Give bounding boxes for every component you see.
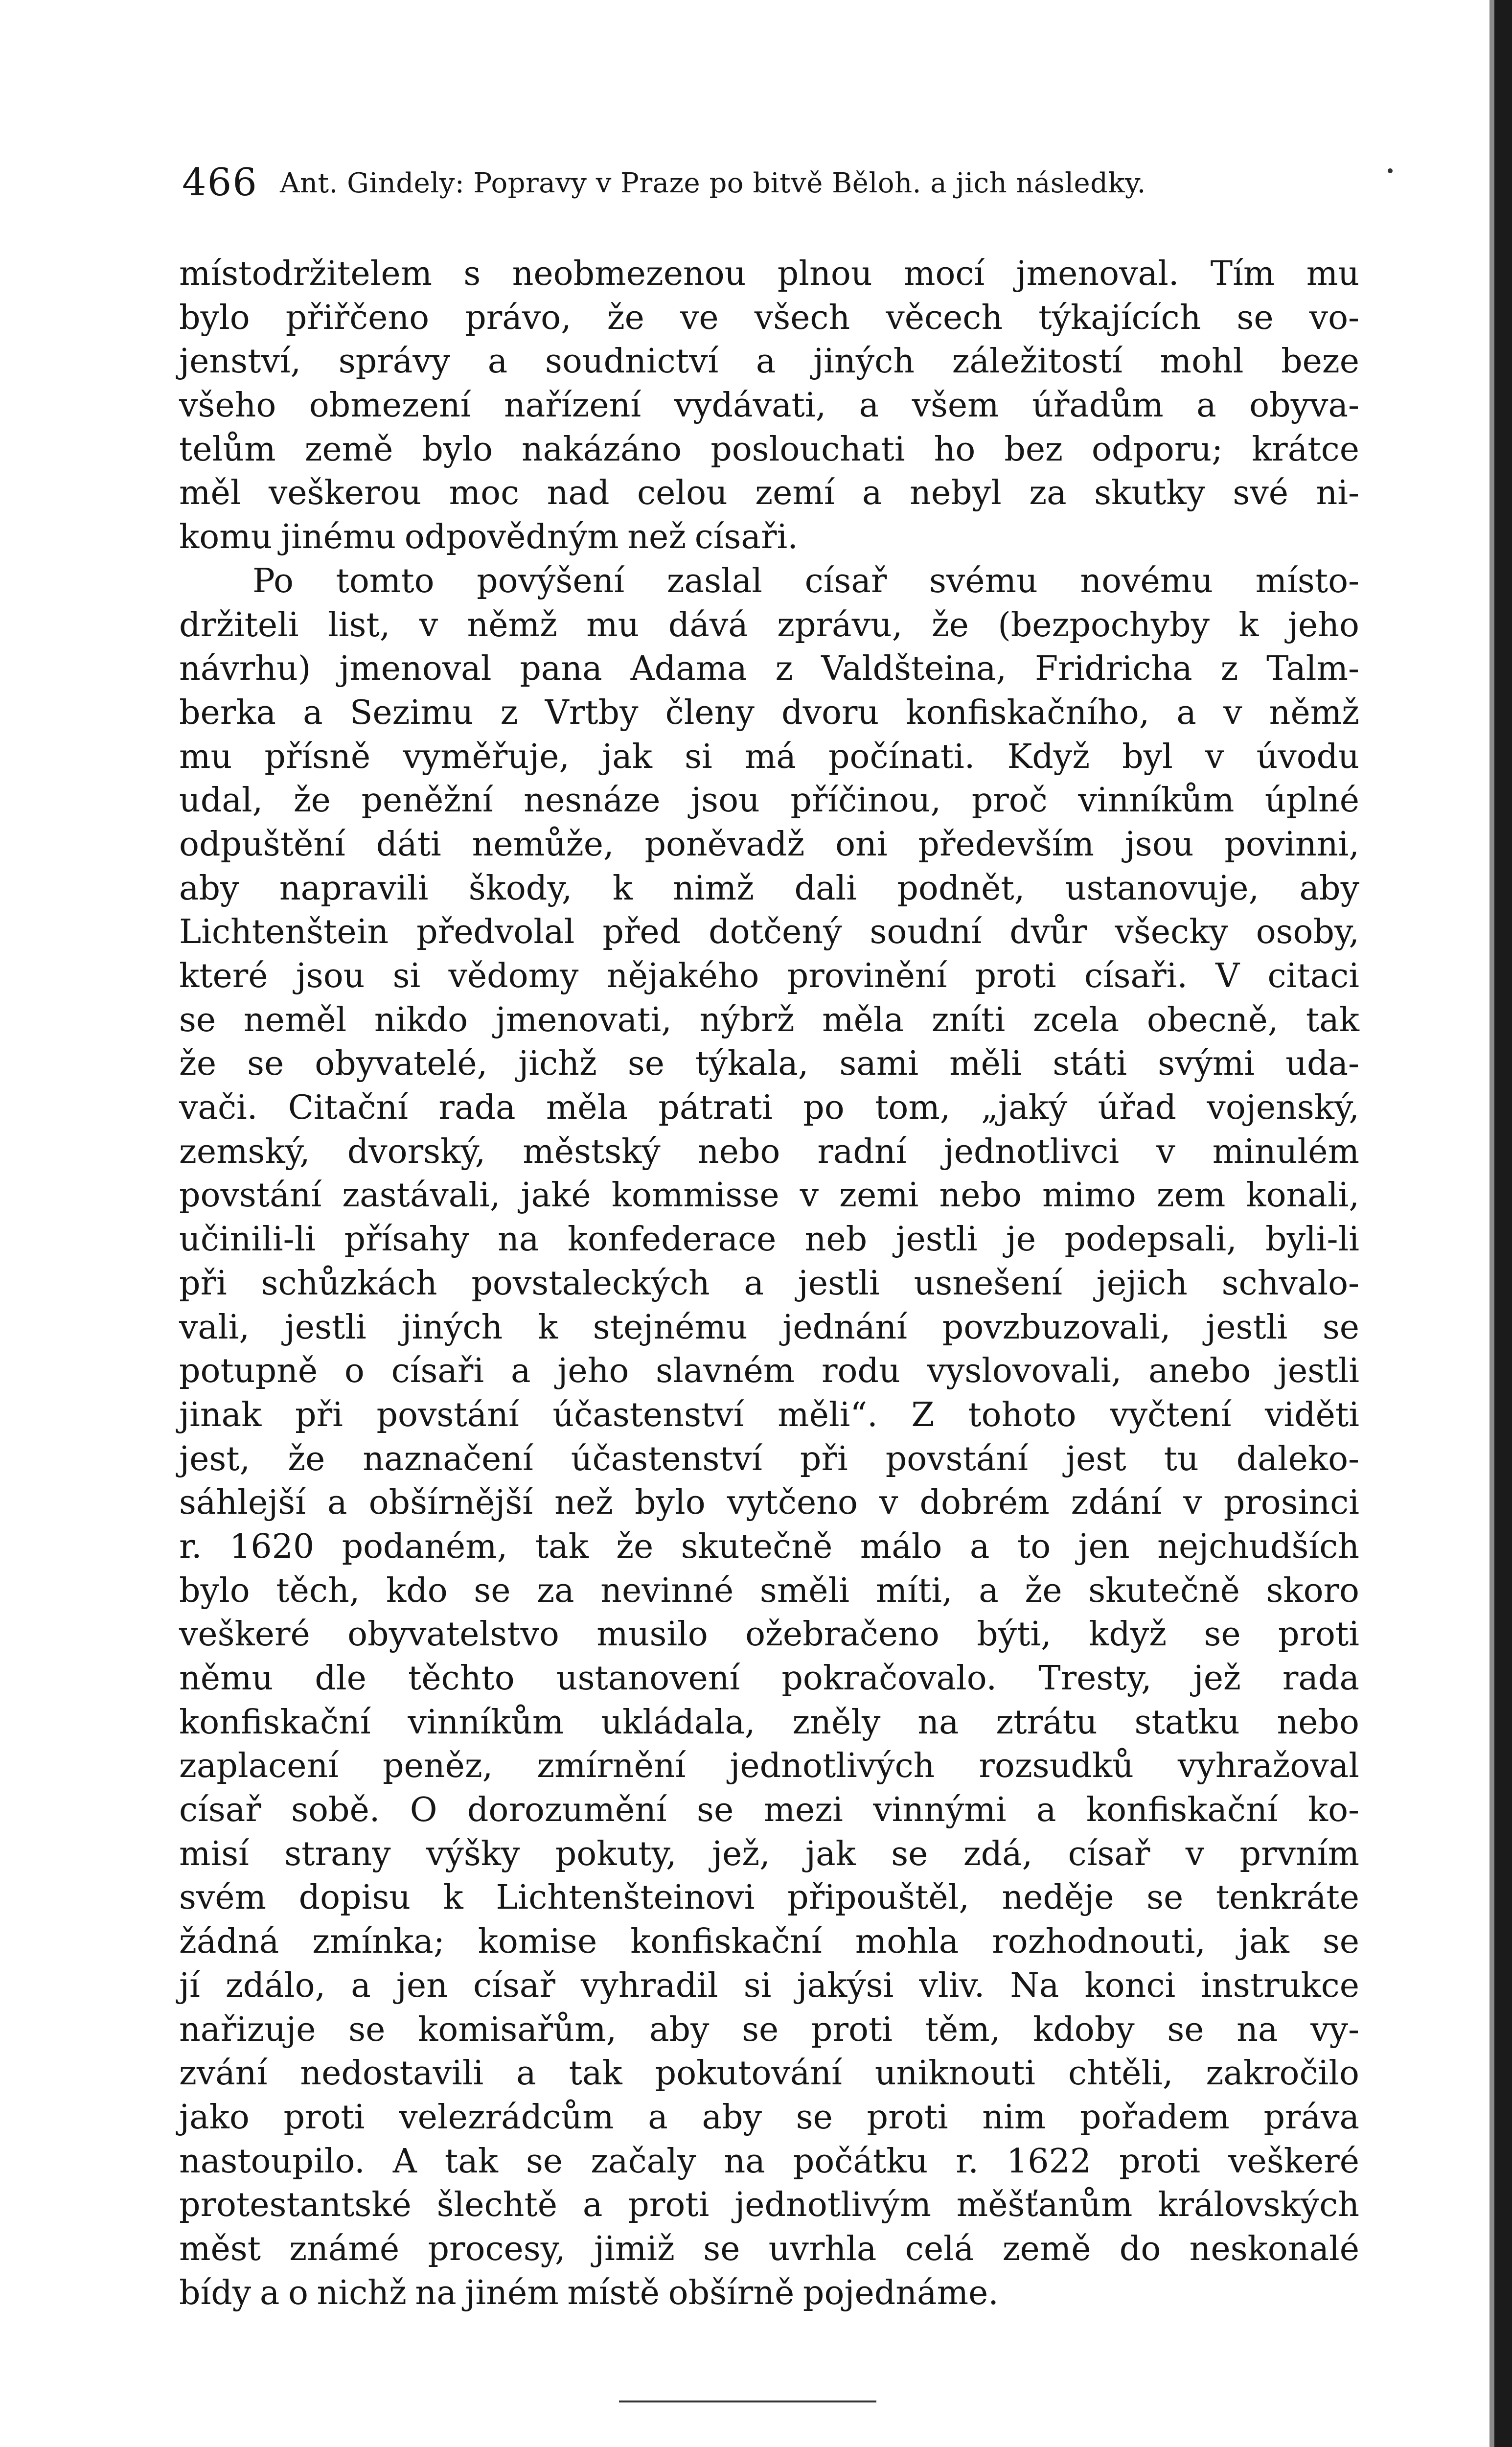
- text-line: jest, že naznačení účastenství při povstání jest tu daleko-: [179, 1439, 1359, 1478]
- text-line: komu jinému odpovědným než císaři.: [179, 518, 798, 557]
- text-line: bylo těch, kdo se za nevinné směli míti, a že skutečně skoro: [179, 1571, 1359, 1610]
- text-line: svém dopisu k Lichtenšteinovi připouštěl, neděje se tenkráte: [179, 1878, 1359, 1917]
- text-line: němu dle těchto ustanovení pokračovalo. Tresty, jež rada: [179, 1659, 1359, 1698]
- text-line: držiteli list, v němž mu dává zprávu, že (bezpochyby k jeho: [179, 605, 1359, 645]
- text-line: telům země bylo nakázáno poslouchati ho bez odporu; krátce: [179, 430, 1359, 469]
- text-line: Lichtenštein předvolal před dotčený soudní dvůr všecky osoby,: [179, 913, 1359, 952]
- text-line: při schůzkách povstaleckých a jestli usnešení jejich schvalo-: [179, 1264, 1359, 1303]
- text-line: sáhlejší a obšírnější než bylo vytčeno v dobrém zdání v prosinci: [179, 1483, 1359, 1523]
- text-line: žádná zmínka; komise konfiskační mohla rozhodnouti, jak se: [179, 1922, 1359, 1962]
- body-text: [179, 252, 1359, 2315]
- text-line: nastoupilo. A tak se začaly na počátku r. 1622 proti veškeré: [179, 2142, 1359, 2181]
- text-line: konfiskační vinníkům ukládala, zněly na ztrátu statku nebo: [179, 1703, 1359, 1742]
- page-edge-shadow: [1494, 0, 1512, 2447]
- text-line: r. 1620 podaném, tak že skutečně málo a to jen nejchudších: [179, 1527, 1359, 1566]
- text-line: berka a Sezimu z Vrtby členy dvoru konfiskačního, a v němž: [179, 693, 1359, 732]
- text-line: císař sobě. O dorozumění se mezi vinnými a konfiskační ko-: [179, 1791, 1359, 1830]
- text-line: bylo přiřčeno právo, že ve všech věcech týkajících se vo-: [179, 298, 1359, 337]
- text-line: měl veškerou moc nad celou zemí a nebyl za skutky své ni-: [179, 474, 1359, 513]
- text-line: jinak při povstání účastenství měli“. Z tohoto vyčtení viděti: [179, 1395, 1359, 1434]
- text-line: potupně o císaři a jeho slavném rodu vyslovovali, anebo jestli: [179, 1352, 1359, 1391]
- text-line: že se obyvatelé, jichž se týkala, sami měli státi svými uda-: [179, 1044, 1359, 1084]
- text-line: veškeré obyvatelstvo musilo ožebračeno býti, když se proti: [179, 1615, 1359, 1654]
- page-number: 466: [182, 161, 258, 205]
- text-line: misí strany výšky pokuty, jež, jak se zdá, císař v prvním: [179, 1834, 1359, 1873]
- text-line: nařizuje se komisařům, aby se proti těm, kdoby se na vy-: [179, 2010, 1359, 2049]
- text-line: návrhu) jmenoval pana Adama z Valdšteina, Fridricha z Talm-: [179, 649, 1359, 689]
- running-header: [182, 157, 1356, 210]
- text-line: zemský, dvorský, městský nebo radní jednotlivci v minulém: [179, 1132, 1359, 1171]
- text-line: vači. Citační rada měla pátrati po tom, „jaký úřad vojenský,: [179, 1088, 1359, 1128]
- text-line: povstání zastávali, jaké kommisse v zemi nebo mimo zem konali,: [179, 1176, 1359, 1215]
- text-line: vali, jestli jiných k stejnému jednání povzbuzovali, jestli se: [179, 1308, 1359, 1347]
- text-line: protestantské šlechtě a proti jednotlivým měšťanům královských: [179, 2186, 1359, 2225]
- text-line: místodržitelem s neobmezenou plnou mocí jmenoval. Tím mu: [179, 254, 1359, 293]
- text-line: mu přísně vyměřuje, jak si má počínati. Když byl v úvodu: [179, 737, 1359, 776]
- print-speck: [1388, 168, 1393, 173]
- text-line: jenství, správy a soudnictví a jiných záležitostí mohl beze: [179, 342, 1359, 381]
- text-line: zaplacení peněz, zmírnění jednotlivých rozsudků vyhražoval: [179, 1747, 1359, 1786]
- text-line: jako proti velezrádcům a aby se proti nim pořadem práva: [179, 2098, 1359, 2137]
- text-line: odpuštění dáti nemůže, poněvadž oni především jsou povinni,: [179, 825, 1359, 864]
- text-line: Po tomto povýšení zaslal císař svému novému místo-: [252, 561, 1359, 600]
- text-line: které jsou si vědomy nějakého provinění proti císaři. V citaci: [179, 957, 1359, 995]
- header-title: Ant. Gindely: Popravy v Praze po bitvě Běloh. a jich následky.: [280, 167, 1146, 199]
- text-line: aby napravili škody, k nimž dali podnět, ustanovuje, aby: [179, 869, 1359, 908]
- text-line: jí zdálo, a jen císař vyhradil si jakýsi vliv. Na konci instrukce: [179, 1966, 1359, 2005]
- text-line: udal, že peněžní nesnáze jsou příčinou, proč vinníkům úplné: [179, 781, 1359, 820]
- text-line: všeho obmezení nařízení vydávati, a všem úřadům a obyva-: [179, 386, 1359, 425]
- end-rule: [619, 2401, 876, 2402]
- text-line: bídy a o nichž na jiném místě obšírně pojednáme.: [179, 2273, 999, 2312]
- text-line: učinili-li přísahy na konfederace neb jestli je podepsali, byli-li: [179, 1220, 1359, 1259]
- text-line: zvání nedostavili a tak pokutování uniknouti chtěli, zakročilo: [179, 2054, 1359, 2093]
- text-line: se neměl nikdo jmenovati, nýbrž měla zníti zcela obecně, tak: [179, 1000, 1359, 1039]
- text-line: měst známé procesy, jimiž se uvrhla celá země do neskonalé: [179, 2229, 1359, 2268]
